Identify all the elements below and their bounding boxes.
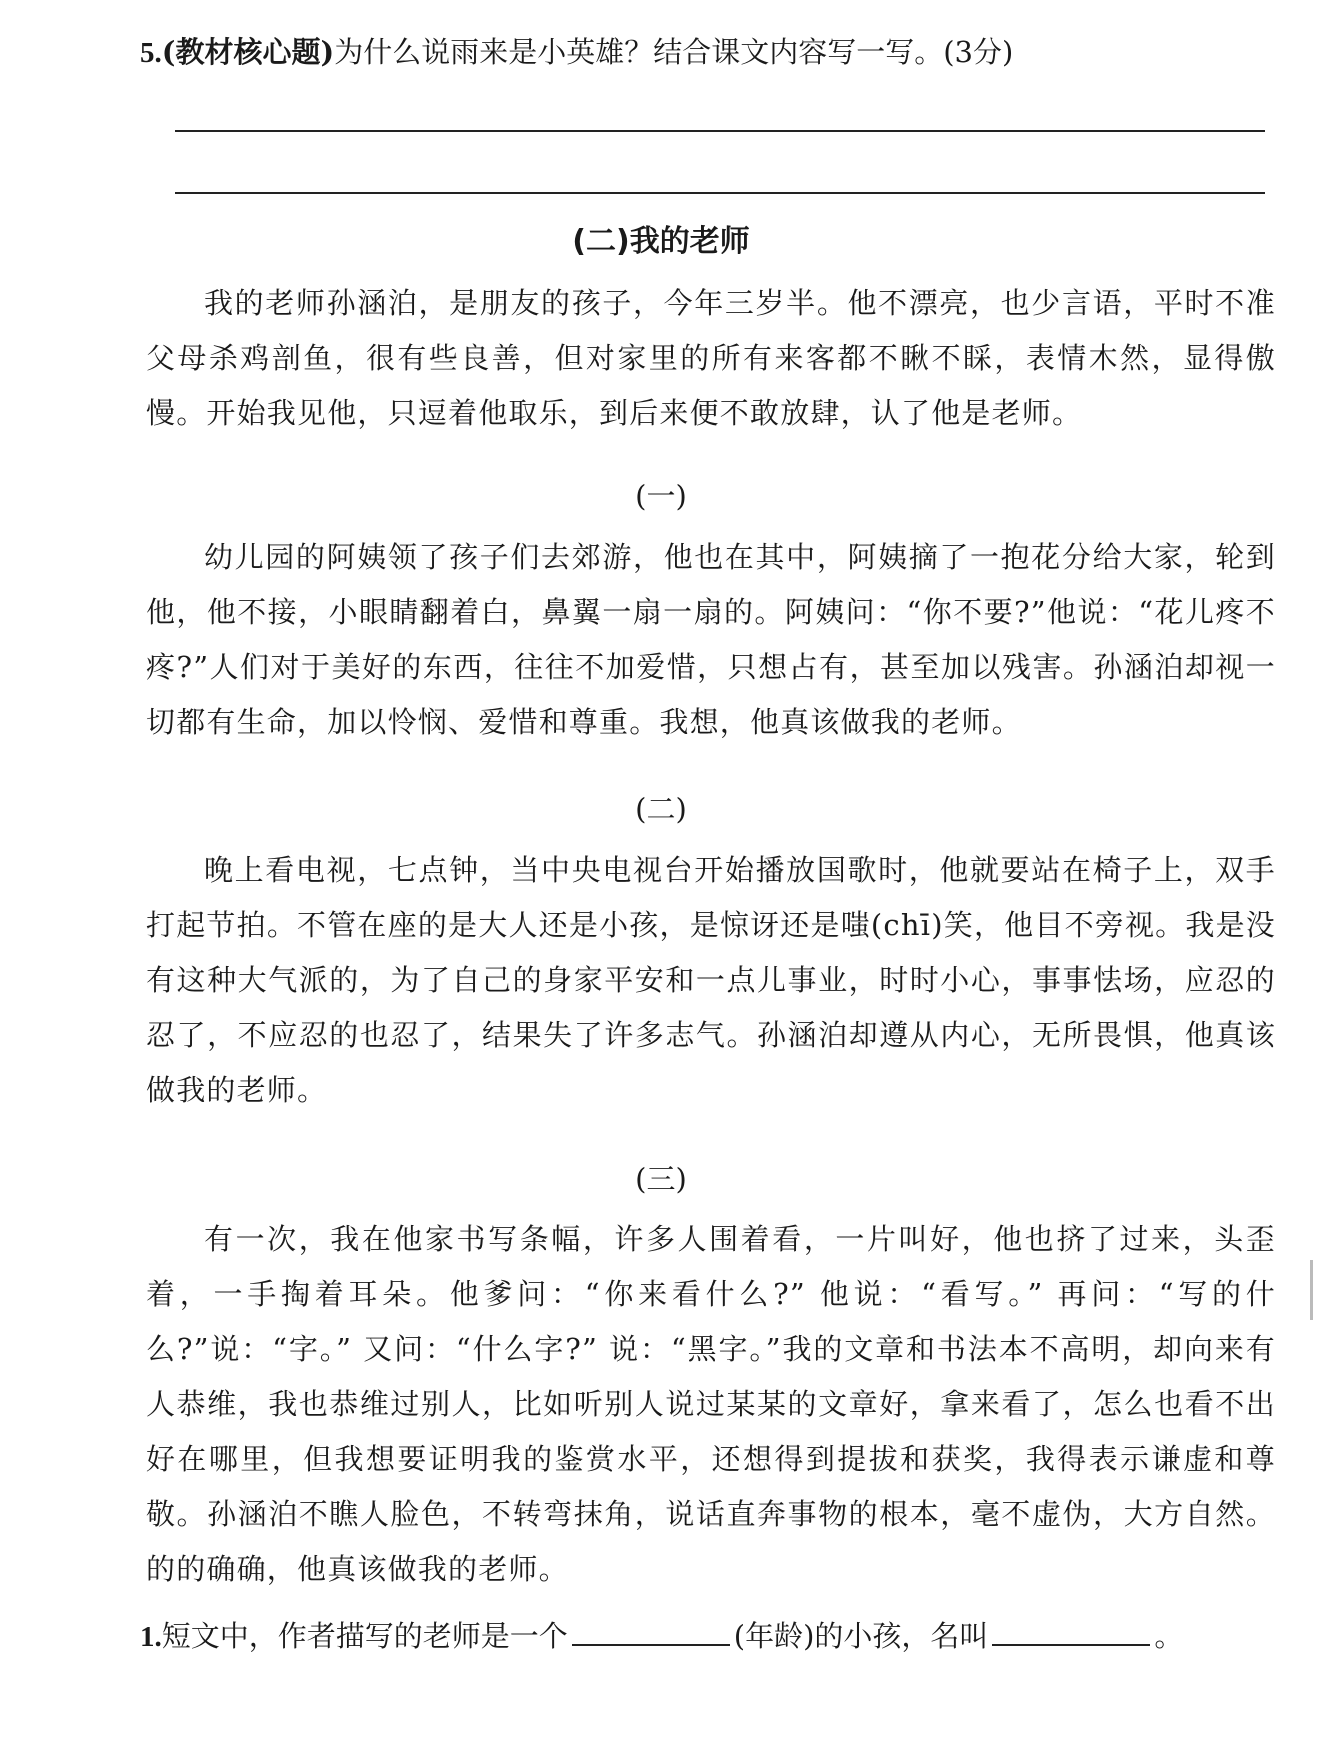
question-1-number: 1. xyxy=(140,1621,162,1653)
passage-intro: 我的老师孙涵泊，是朋友的孩子，今年三岁半。他不漂亮，也少言语，平时不准父母杀鸡剖鱼，很有些良善，但对家里的所有来客都不瞅不睬，表情木然，显得傲慢。开始我见他，只逗着他取乐，到后来便不敢放肆，认了他是老师。 xyxy=(146,286,1276,430)
part-mark-3: (三) xyxy=(635,1162,687,1196)
passage-title: (二)我的老师 xyxy=(572,224,750,259)
question-5 xyxy=(140,32,1280,73)
question-1 xyxy=(140,1616,1300,1657)
scan-edge-mark xyxy=(1310,1260,1313,1320)
question-5-tag: (教材核心题) xyxy=(161,35,335,69)
section-3-text: 有一次，我在他家书写条幅，许多人围着看，一片叫好，他也挤了过来，头歪着，一手掏着耳朵。他爹问：“你来看什么?” 他说：“看写。” 再问：“写的什么?”说：“字。” 又问：“什么字?” 说：“黑字。”我的文章和书法本不高明，却向来有人恭维，我也恭维过别人，比如听别人说过某某的文章好，拿来看了，怎么也看不出好在哪里，但我想要证明我的鉴赏水平，还想得到提拔和获奖，我得表示谦虚和尊敬。孙涵泊不瞧人脸色，不转弯抹角，说话直奔事物的根本，毫不虚伪，大方自然。的的确确，他真该做我的老师。 xyxy=(146,1222,1276,1586)
question-5-number: 5. xyxy=(140,37,162,69)
part-mark-1: (一) xyxy=(635,479,687,513)
name-blank[interactable] xyxy=(992,1616,1150,1646)
part-mark-2: (二) xyxy=(635,792,687,826)
section-2-text: 晚上看电视，七点钟，当中央电视台开始播放国歌时，他就要站在椅子上，双手打起节拍。不管在座的是大人还是小孩，是惊讶还是嗤(chī)笑，他目不旁视。我是没有这种大气派的，为了自己的身家平安和一点儿事业，时时小心，事事怯场，应忍的忍了，不应忍的也忍了，结果失了许多志气。孙涵泊却遵从内心，无所畏惧，他真该做我的老师。 xyxy=(146,853,1276,1107)
question-1-part1: 短文中，作者描写的老师是一个 xyxy=(161,1619,568,1653)
question-5-text: 为什么说雨来是小英雄？结合课文内容写一写。(3分) xyxy=(334,35,1014,69)
answer-line-2[interactable] xyxy=(175,192,1265,194)
section-1-text: 幼儿园的阿姨领了孩子们去郊游，他也在其中，阿姨摘了一抱花分给大家，轮到他，他不接，小眼睛翻着白，鼻翼一扇一扇的。阿姨问：“你不要?”他说：“花儿疼不疼?”人们对于美好的东西，往往不加爱惜，只想占有，甚至加以残害。孙涵泊却视一切都有生命，加以怜悯、爱惜和尊重。我想，他真该做我的老师。 xyxy=(146,540,1276,739)
question-1-part2: (年龄)的小孩，名叫 xyxy=(733,1619,989,1653)
answer-line-1[interactable] xyxy=(175,130,1265,132)
age-blank[interactable] xyxy=(572,1616,730,1646)
question-1-part3: 。 xyxy=(1154,1619,1184,1653)
